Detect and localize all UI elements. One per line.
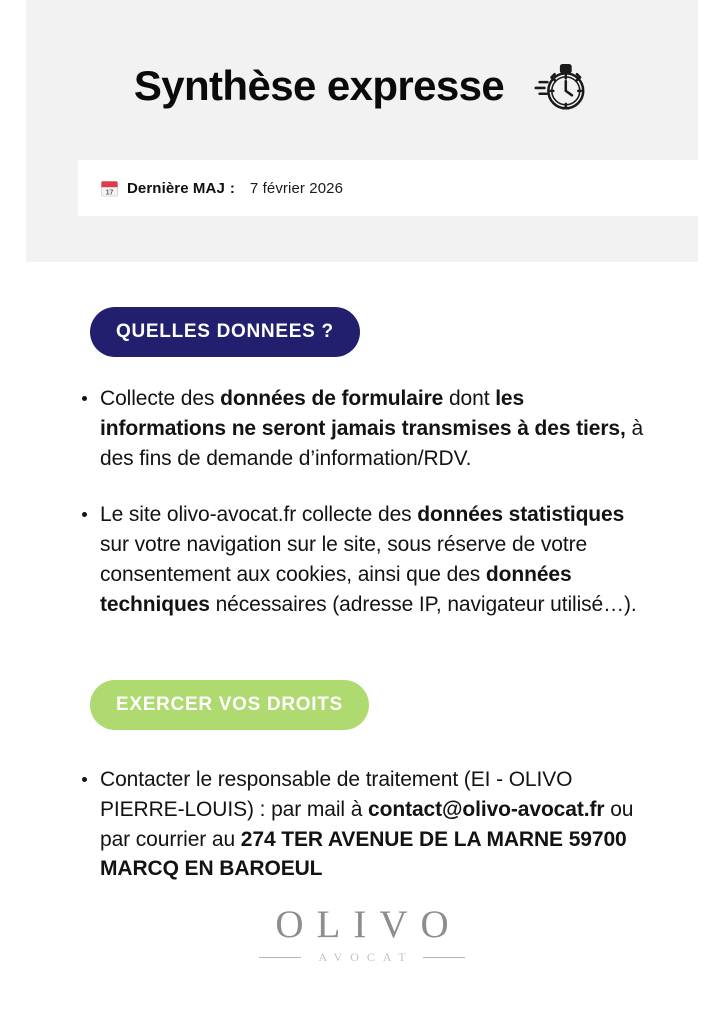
stopwatch-icon [528,55,590,117]
last-update-value: 7 février 2026 [249,179,344,197]
header-band [26,0,698,262]
header-title-row [26,46,698,126]
logo-rule-right [423,957,465,958]
last-update-label: Dernière MAJ [127,179,225,197]
list-item: Contacter le responsable de traitement (EI - OLIVO PIERRE-LOUIS) : par mail à contact@olivo-avocat.fr ou par courrier au 274 TER AVENUE DE LA MARNE 59700 MARCQ EN BAROEUL [76,765,648,884]
logo-subtitle: AVOCAT [318,950,414,964]
section-badge-quelles-donnees[interactable]: QUELLES DONNEES ? [90,307,360,357]
list-item: Collecte des données de formulaire dont les informations ne seront jamais transmises à des tiers, à des fins de demande d’information/RDV. [76,384,648,473]
bullet-list-quelles-donnees [0,384,724,620]
logo-subtitle-row [0,951,724,963]
section-badge-exercer-vos-droits[interactable]: EXERCER VOS DROITS [90,680,369,730]
list-item: Le site olivo-avocat.fr collecte des données statistiques sur votre navigation sur le site, sous réserve de votre consentement aux cookies, ainsi que des données techniques nécessaires (adresse IP, navigateur utilisé…). [76,500,648,619]
last-update-separator: : [229,179,235,197]
logo-wordmark: OLIVO [275,903,462,946]
page-title: Synthèse expresse [133,62,505,109]
last-update-card [78,160,698,216]
footer-logo [0,905,724,963]
logo-rule-left [259,957,301,958]
calendar-icon [100,179,119,198]
bullet-list-exercer-vos-droits [0,765,724,884]
svg-text:17: 17 [105,188,114,196]
